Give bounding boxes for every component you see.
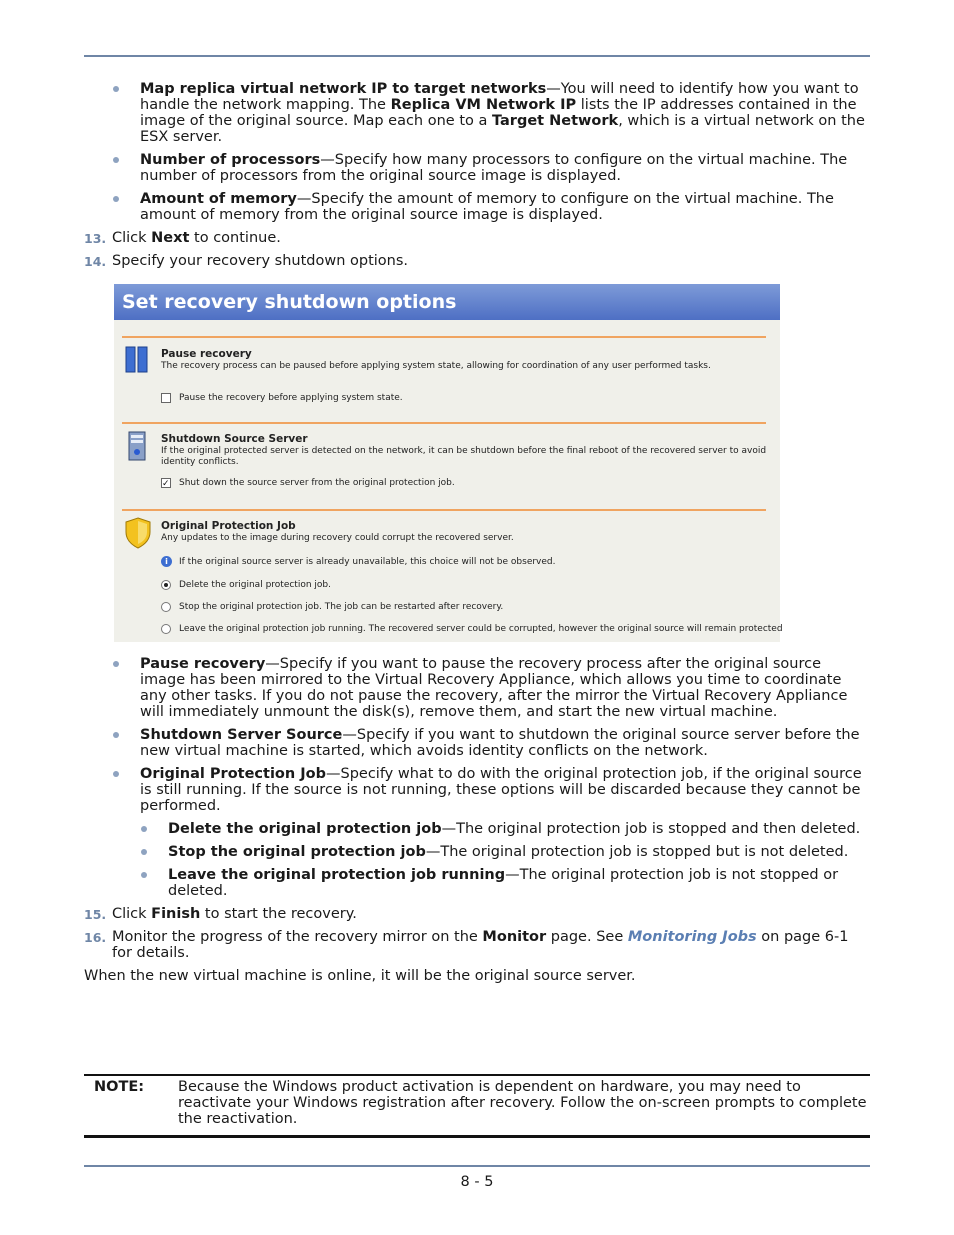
- term: Delete the original protection job: [168, 821, 442, 837]
- stop-job-option: Stop the original protection job. The job can be restarted after recovery.: [161, 599, 503, 615]
- term: Stop the original protection job: [168, 844, 426, 860]
- shutdown-source-section: Shutdown Source Server If the original protected server is detected on the network, it can be shutdown before the final reboot of the recovered server to avoid identity conflicts.: [161, 433, 767, 467]
- leave-job-option: Leave the original protection job running. The recovered server could be corrupted, however the original source will remain protected: [161, 621, 783, 637]
- section-divider: [122, 509, 766, 511]
- page-number: 8 - 5: [460, 1174, 494, 1190]
- list-item: Pause recovery—Specify if you want to pause the recovery process after the original source image has been mirrored to the Virtual Recovery Appliance, which allows you time to coordinate any other tasks. If you do not pause the recovery, after the mirror the Virtual Recovery Appliance will immediately unmount the disk(s), remove them, and start the new virtual machine.: [84, 656, 870, 720]
- pause-recovery-checkbox[interactable]: [161, 393, 171, 403]
- shield-icon: [124, 517, 152, 549]
- list-item: Number of processors—Specify how many processors to configure on the virtual machine. The number of processors from the original source image is displayed.: [84, 152, 870, 184]
- list-item: Stop the original protection job—The original protection job is stopped but is not deleted.: [84, 844, 870, 860]
- original-job-section: Original Protection Job Any updates to the image during recovery could corrupt the recovered server.: [161, 520, 514, 543]
- header-rule: [84, 55, 870, 57]
- section-divider: [122, 422, 766, 424]
- pause-recovery-option: Pause the recovery before applying system state.: [161, 390, 403, 406]
- term: Map replica virtual network IP to target networks: [140, 81, 547, 97]
- term: Leave the original protection job running: [168, 867, 506, 883]
- list-item: Leave the original protection job running—The original protection job is not stopped or deleted.: [84, 867, 870, 899]
- step-15: 15. Click Finish to start the recovery.: [84, 906, 357, 922]
- note-text: Because the Windows product activation is dependent on hardware, you may need to reactivate your Windows registration after recovery. Follow the on-screen prompts to complete the reactivation.: [178, 1079, 867, 1127]
- page-content: [84, 81, 870, 984]
- term: Shutdown Server Source: [140, 727, 343, 743]
- shutdown-options-list: [84, 656, 870, 814]
- term: Number of processors: [140, 152, 321, 168]
- list-item: Shutdown Server Source—Specify if you want to shutdown the original source server before the new virtual machine is started, which avoids identity conflicts on the network.: [84, 727, 870, 759]
- section-divider: [122, 336, 766, 338]
- shutdown-source-checkbox[interactable]: [161, 478, 171, 488]
- term: Original Protection Job: [140, 766, 326, 782]
- list-item: Delete the original protection job—The original protection job is stopped and then deleted.: [84, 821, 870, 837]
- term: Amount of memory: [140, 191, 297, 207]
- job-info-note: i If the original source server is already unavailable, this choice will not be observed.: [161, 554, 556, 570]
- protection-job-options-list: [84, 821, 870, 899]
- network-options-list: [84, 81, 870, 223]
- list-item: Map replica virtual network IP to target networks—You will need to identify how you want to handle the network mapping. The Replica VM Network IP lists the IP addresses contained in the image of the original source. Map each one to a Target Network, which is a virtual network on the ESX server.: [84, 81, 870, 145]
- step-13: 13. Click Next to continue.: [84, 230, 281, 246]
- leave-job-radio[interactable]: [161, 624, 171, 634]
- pause-icon: [125, 346, 149, 374]
- info-icon: i: [161, 556, 172, 567]
- pause-recovery-section: Pause recovery The recovery process can be paused before applying system state, allowing for coordination of any user performed tasks.: [161, 348, 711, 371]
- list-item: Original Protection Job—Specify what to do with the original protection job, if the original source is still running. If the source is not running, these options will be discarded because they cannot be performed.: [84, 766, 870, 814]
- recovery-shutdown-screenshot: [114, 284, 783, 642]
- step-16: 16. Monitor the progress of the recovery mirror on the Monitor page. See Monitoring Jobs on page 6-1 for details.: [84, 929, 849, 961]
- shutdown-source-option: ✓Shut down the source server from the original protection job.: [161, 475, 455, 491]
- dialog-title: Set recovery shutdown options: [114, 284, 780, 320]
- delete-job-radio[interactable]: [161, 580, 171, 590]
- note-box: [84, 1074, 870, 1138]
- step-14: 14. Specify your recovery shutdown options.: [84, 253, 409, 269]
- monitoring-jobs-link[interactable]: Monitoring Jobs: [627, 929, 757, 945]
- list-item: Amount of memory—Specify the amount of memory to configure on the virtual machine. The amount of memory from the original source image is displayed.: [84, 191, 870, 223]
- term: Pause recovery: [140, 656, 266, 672]
- stop-job-radio[interactable]: [161, 602, 171, 612]
- footer-rule: [84, 1165, 870, 1167]
- note-label: NOTE:: [94, 1079, 145, 1095]
- delete-job-option: Delete the original protection job.: [161, 577, 331, 593]
- closing-paragraph: When the new virtual machine is online, it will be the original source server.: [84, 968, 636, 984]
- server-icon: [127, 431, 147, 461]
